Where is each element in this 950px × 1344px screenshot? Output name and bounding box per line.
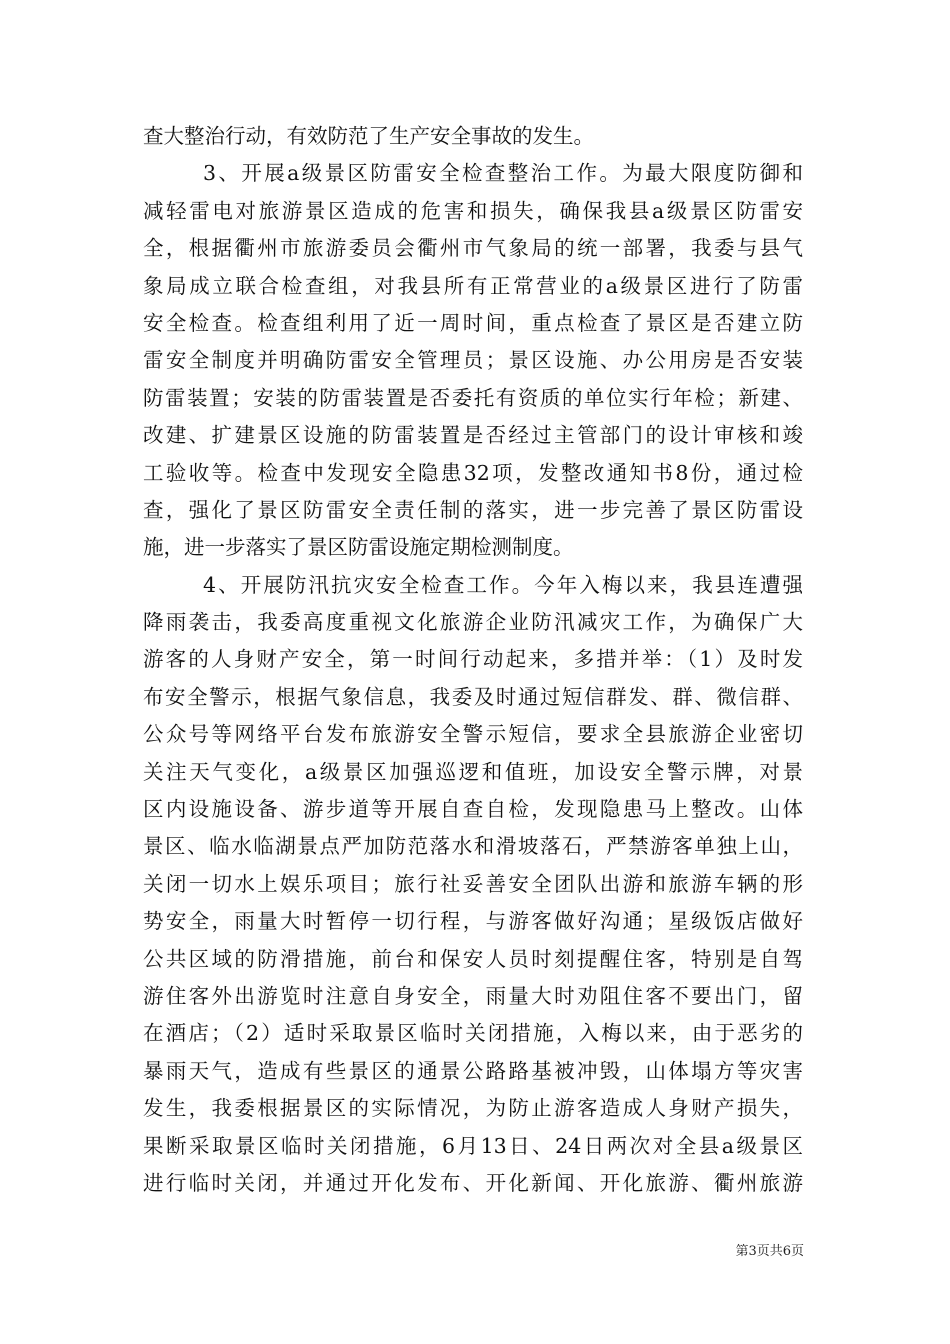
- text-line: 在酒店；（2）适时采取景区临时关闭措施，入梅以来，由于恶劣的: [143, 1021, 803, 1046]
- text-line: 工验收等。检查中发现安全隐患32项，发整改通知书8份，通过检: [143, 460, 803, 485]
- text-line: 暴雨天气，造成有些景区的通景公路路基被冲毁，山体塌方等灾害: [143, 1058, 803, 1083]
- text-line: 查大整治行动，有效防范了生产安全事故的发生。: [143, 124, 594, 148]
- text-line: 改建、扩建景区设施的防雷装置是否经过主管部门的设计审核和竣: [143, 423, 803, 448]
- text-line: 施，进一步落实了景区防雷设施定期检测制度。: [143, 535, 574, 560]
- text-line: 布安全警示，根据气象信息，我委及时通过短信群发、群、微信群、: [143, 684, 803, 709]
- text-line: 象局成立联合检查组，对我县所有正常营业的a级景区进行了防雷: [143, 273, 803, 298]
- text-line: 发生，我委根据景区的实际情况，为防止游客造成人身财产损失，: [143, 1096, 803, 1121]
- text-line: 关闭一切水上娱乐项目；旅行社妥善安全团队出游和旅游车辆的形: [143, 871, 803, 896]
- text-line: 降雨袭击，我委高度重视文化旅游企业防汛减灾工作，为确保广大: [143, 610, 803, 635]
- text-line: 关注天气变化，a级景区加强巡逻和值班，加设安全警示牌，对景: [143, 759, 803, 784]
- text-line: 果断采取景区临时关闭措施，6月13日、24日两次对全县a级景区: [143, 1133, 803, 1158]
- text-line: 公众号等网络平台发布旅游安全警示短信，要求全县旅游企业密切: [143, 722, 803, 747]
- text-line: 防雷装置；安装的防雷装置是否委托有资质的单位实行年检；新建、: [143, 385, 803, 410]
- text-line: 查，强化了景区防雷安全责任制的落实，进一步完善了景区防雷设: [143, 497, 803, 522]
- text-line: 安全检查。检查组利用了近一周时间，重点检查了景区是否建立防: [143, 310, 803, 335]
- text-line: 区内设施设备、游步道等开展自查自检，发现隐患马上整改。山体: [143, 797, 803, 822]
- page-number: 第3页共6页: [735, 1244, 804, 1259]
- text-line: 势安全，雨量大时暂停一切行程，与游客做好沟通；星级饭店做好: [143, 909, 803, 934]
- text-line: 景区、临水临湖景点严加防范落水和滑坡落石，严禁游客单独上山，: [143, 834, 803, 859]
- text-line: 全，根据衢州市旅游委员会衢州市气象局的统一部署，我委与县气: [143, 236, 803, 261]
- text-line: 进行临时关闭，并通过开化发布、开化新闻、开化旅游、衢州旅游: [143, 1170, 803, 1195]
- body-text: [143, 118, 803, 1202]
- text-line: 游客的人身财产安全，第一时间行动起来，多措并举：（1）及时发: [143, 647, 803, 672]
- text-line: 雷安全制度并明确防雷安全管理员；景区设施、办公用房是否安装: [143, 348, 803, 373]
- text-line: 减轻雷电对旅游景区造成的危害和损失，确保我县a级景区防雷安: [143, 198, 803, 223]
- text-line: 3、开展a级景区防雷安全检查整治工作。为最大限度防御和: [203, 161, 803, 186]
- text-line: 游住客外出游览时注意自身安全，雨量大时劝阻住客不要出门，留: [143, 983, 803, 1008]
- text-line: 公共区域的防滑措施，前台和保安人员时刻提醒住客，特别是自驾: [143, 946, 803, 971]
- text-line: 4、开展防汛抗灾安全检查工作。今年入梅以来，我县连遭强: [203, 572, 803, 597]
